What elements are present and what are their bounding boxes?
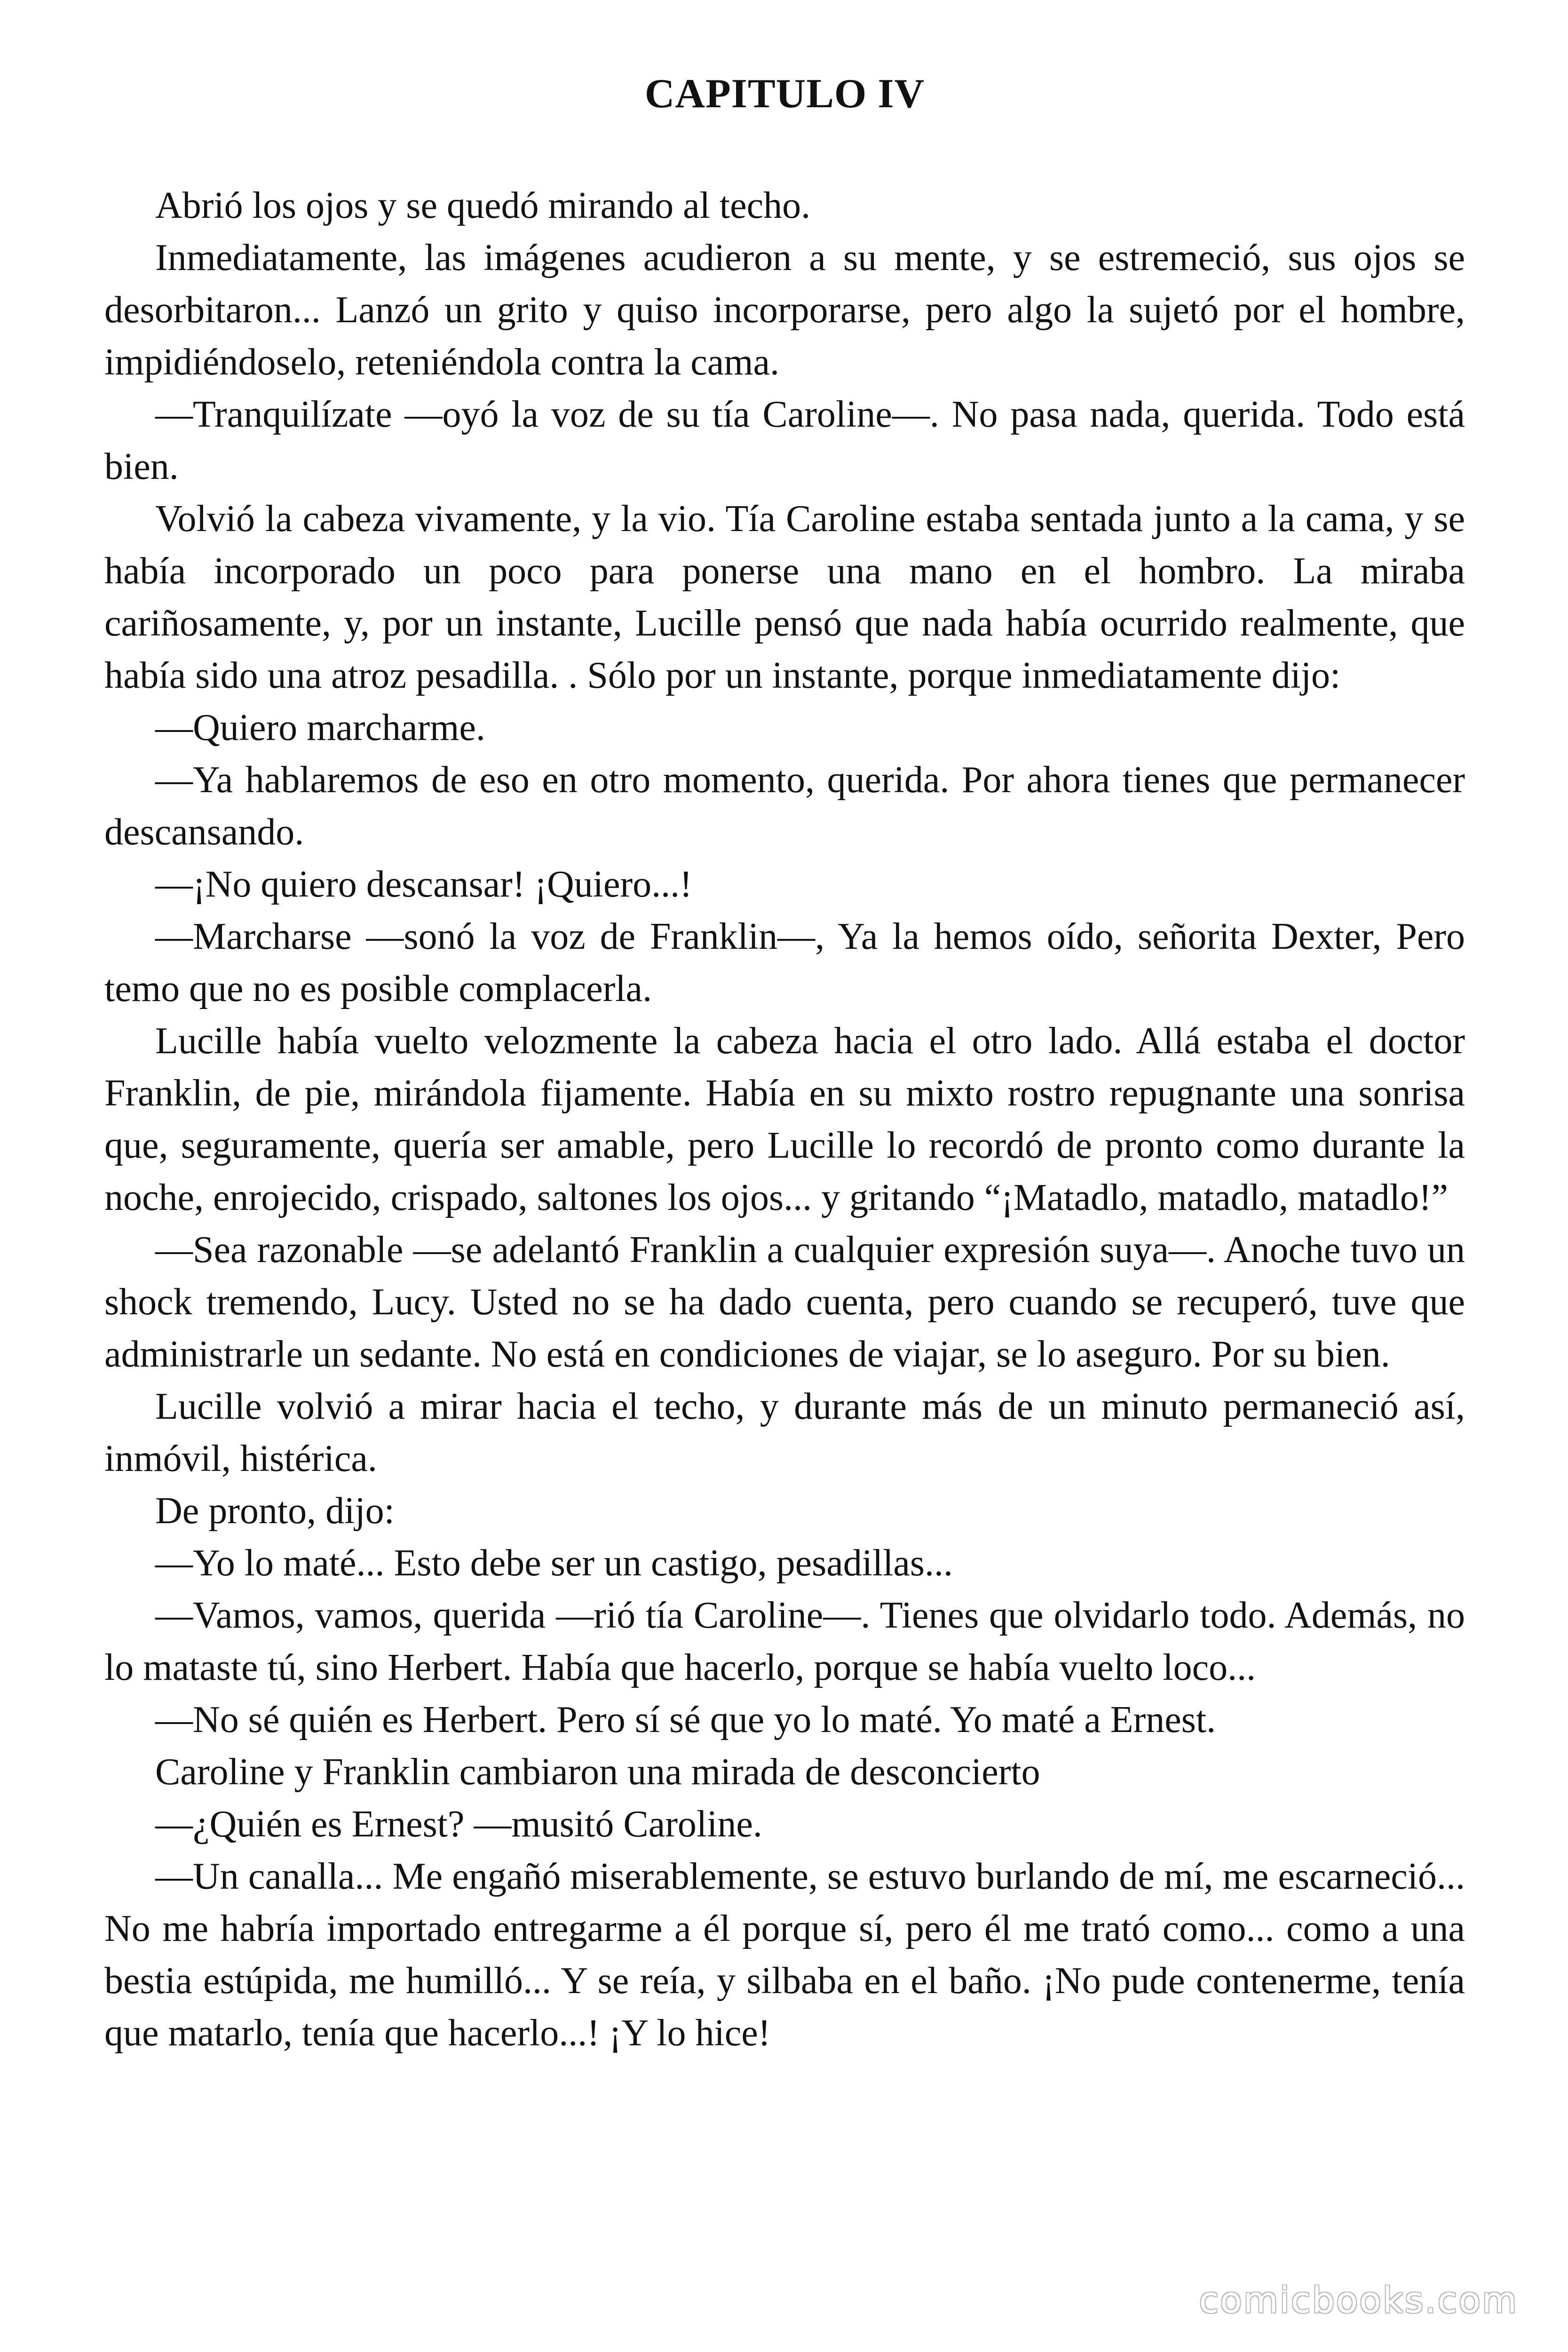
book-page — [104, 0, 1465, 2352]
paragraph: —Quiero marcharme. — [155, 707, 485, 748]
paragraph: —Un canalla... Me engañó miserablemente, se estuvo burlando de mí, me escarneció... No me habría importado entregarme a él porque sí, pero él me trató como... como a una bestia estúpida, me humilló... Y se reía, y silbaba en el baño. ¡No pude contenerme, tenía que matarlo, tenía que hacerlo...! ¡Y lo hice! — [104, 1856, 1465, 2054]
paragraph: —¿Quién es Ernest? —musitó Caroline. — [155, 1804, 762, 1845]
paragraph: —No sé quién es Herbert. Pero sí sé que yo lo maté. Yo maté a Ernest. — [155, 1699, 1216, 1740]
paragraph: —Tranquilízate —oyó la voz de su tía Caroline—. No pasa nada, querida. Todo está bien. — [104, 394, 1465, 487]
paragraph: Inmediatamente, las imágenes acudieron a su mente, y se estremeció, sus ojos se desorbitaron... Lanzó un grito y quiso incorporarse, pero algo la sujetó por el hombre, impidiéndoselo, reteniéndola contra la cama. — [104, 237, 1465, 383]
paragraph: —Sea razonable —se adelantó Franklin a cualquier expresión suya—. Anoche tuvo un shock tremendo, Lucy. Usted no se ha dado cuenta, pero cuando se recuperó, tuve que administrarle un sedante. No está en condiciones de viajar, se lo aseguro. Por su bien. — [104, 1229, 1465, 1375]
paragraph: Abrió los ojos y se quedó mirando al techo. — [155, 185, 811, 226]
paragraph: —Yo lo maté... Esto debe ser un castigo, pesadillas... — [155, 1542, 953, 1584]
paragraph: De pronto, dijo: — [155, 1490, 395, 1532]
paragraph: —¡No quiero descansar! ¡Quiero...! — [155, 864, 692, 905]
chapter-title: CAPITULO IV — [644, 71, 925, 117]
chapter-body — [104, 180, 1465, 2059]
paragraph: —Vamos, vamos, querida —rió tía Caroline—. Tienes que olvidarlo todo. Además, no lo mataste tú, sino Herbert. Había que hacerlo, porque se había vuelto loco... — [104, 1595, 1465, 1688]
paragraph: Lucille había vuelto velozmente la cabeza hacia el otro lado. Allá estaba el doctor Franklin, de pie, mirándola fijamente. Había en su mixto rostro repugnante una sonrisa que, seguramente, quería ser amable, pero Lucille lo recordó de pronto como durante la noche, enrojecido, crispado, saltones los ojos... y gritando “¡Matadlo, matadlo, matadlo!” — [104, 1020, 1465, 1218]
paragraph: —Ya hablaremos de eso en otro momento, querida. Por ahora tienes que permanecer descansando. — [104, 759, 1465, 853]
watermark: comicbooks.com — [1199, 2279, 1518, 2321]
paragraph: Caroline y Franklin cambiaron una mirada de desconcierto — [155, 1751, 1040, 1793]
paragraph: Lucille volvió a mirar hacia el techo, y durante más de un minuto permaneció así, inmóvil, histérica. — [104, 1386, 1465, 1479]
paragraph: —Marcharse —sonó la voz de Franklin—, Ya la hemos oído, señorita Dexter, Pero temo que no es posible complacerla. — [104, 916, 1465, 1009]
paragraph: Volvió la cabeza vivamente, y la vio. Tía Caroline estaba sentada junto a la cama, y se había incorporado un poco para ponerse una mano en el hombro. La miraba cariñosamente, y, por un instante, Lucille pensó que nada había ocurrido realmente, que había sido una atroz pesadilla. . Sólo por un instante, porque inmediatamente dijo: — [104, 498, 1465, 696]
